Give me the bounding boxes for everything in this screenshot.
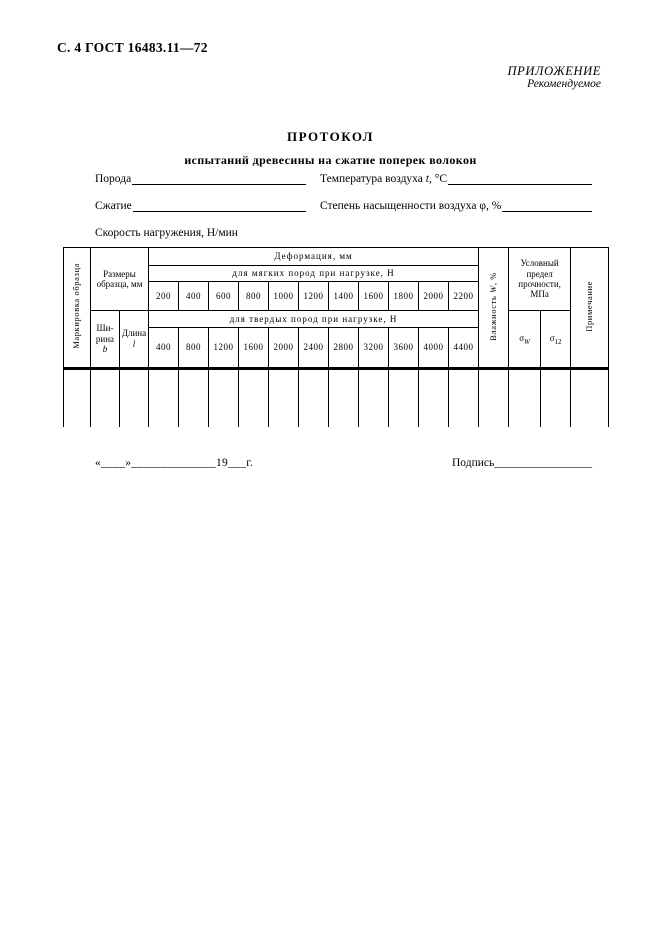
field-loading-speed xyxy=(95,224,306,239)
empty-cell xyxy=(269,369,299,427)
signature-label: Подпись xyxy=(452,457,495,469)
field-breed xyxy=(95,170,306,185)
empty-cell xyxy=(209,369,239,427)
document-subtitle: испытаний древесины на сжатие поперек волокон xyxy=(184,153,477,167)
hard-load-cell: 2000 xyxy=(269,328,299,369)
soft-load-cell: 1600 xyxy=(359,282,389,311)
annex-subtitle: Рекомендуемое xyxy=(527,78,601,91)
field-saturation xyxy=(320,197,592,212)
col-header-deformation: Деформация, мм xyxy=(149,248,479,266)
empty-cell xyxy=(389,369,419,427)
annex-block xyxy=(508,64,601,92)
col-header-sizes: Размеры образца, мм xyxy=(91,248,149,311)
col-header-width: Ши- рина b xyxy=(91,311,120,369)
hard-load-cell: 3600 xyxy=(389,328,419,369)
hard-load-cell: 2800 xyxy=(329,328,359,369)
col-header-humidity: Влажность W, % xyxy=(479,248,509,369)
col-header-note: Примечание xyxy=(571,248,609,369)
field-temperature-label: Температура воздуха t, °С xyxy=(320,173,447,185)
col-header-length: Длина l xyxy=(120,311,149,369)
empty-cell xyxy=(449,369,479,427)
field-saturation-blank-line xyxy=(502,198,592,212)
soft-load-cell: 1400 xyxy=(329,282,359,311)
field-compression-blank-line xyxy=(133,198,306,212)
empty-cell xyxy=(239,369,269,427)
empty-cell xyxy=(359,369,389,427)
soft-load-cell: 2000 xyxy=(419,282,449,311)
col-header-sigma-12: $\sigma_{12}$ xyxy=(541,311,571,369)
signature-blank-line: _________________ xyxy=(494,457,592,469)
protocol-table xyxy=(63,247,609,427)
empty-cell xyxy=(329,369,359,427)
empty-cell xyxy=(571,369,609,427)
hard-load-cell: 3200 xyxy=(359,328,389,369)
empty-cell xyxy=(179,369,209,427)
hard-load-cell: 400 xyxy=(149,328,179,369)
annex-title: ПРИЛОЖЕНИЕ xyxy=(507,64,601,78)
field-breed-blank-line xyxy=(132,171,306,185)
col-header-marking: Маркировка образца xyxy=(64,248,91,369)
document-title: ПРОТОКОЛ xyxy=(287,129,374,144)
page-header-gost-number: С. 4 ГОСТ 16483.11—72 xyxy=(57,40,208,55)
soft-load-cell: 1000 xyxy=(269,282,299,311)
empty-cell xyxy=(149,369,179,427)
signature-field xyxy=(452,457,592,469)
empty-cell xyxy=(419,369,449,427)
soft-load-cell: 2200 xyxy=(449,282,479,311)
protocol-table-wrapper xyxy=(63,247,609,427)
field-saturation-label: Степень насыщенности воздуха φ, % xyxy=(320,200,502,212)
subheader-soft-woods: для мягких пород при нагрузке, Н xyxy=(149,266,479,282)
field-breed-label: Порода xyxy=(95,173,132,185)
field-temperature xyxy=(320,170,592,185)
col-header-sigma-w: $\sigma_W$ xyxy=(509,311,541,369)
soft-load-cell: 1800 xyxy=(389,282,419,311)
empty-cell xyxy=(91,369,120,427)
soft-load-cell: 400 xyxy=(179,282,209,311)
hard-load-cell: 4000 xyxy=(419,328,449,369)
hard-load-cell: 1200 xyxy=(209,328,239,369)
field-loading-speed-label: Скорость нагружения, Н/мин xyxy=(95,227,238,239)
field-compression-label: Сжатие xyxy=(95,200,132,212)
soft-load-cell: 1200 xyxy=(299,282,329,311)
empty-entry-row xyxy=(64,369,609,427)
empty-cell xyxy=(479,369,509,427)
soft-load-cell: 200 xyxy=(149,282,179,311)
col-header-strength: Условный предел прочности, МПа xyxy=(509,248,571,311)
empty-cell xyxy=(541,369,571,427)
hard-load-cell: 4400 xyxy=(449,328,479,369)
hard-load-cell: 1600 xyxy=(239,328,269,369)
hard-load-cell: 2400 xyxy=(299,328,329,369)
empty-cell xyxy=(509,369,541,427)
empty-cell xyxy=(64,369,91,427)
soft-load-cell: 600 xyxy=(209,282,239,311)
subheader-hard-woods: для твердых пород при нагрузке, Н xyxy=(149,311,479,328)
field-compression xyxy=(95,197,306,212)
soft-load-cell: 800 xyxy=(239,282,269,311)
empty-cell xyxy=(299,369,329,427)
empty-cell xyxy=(120,369,149,427)
field-temperature-blank-line xyxy=(448,171,592,185)
hard-load-cell: 800 xyxy=(179,328,209,369)
date-blank-line: «____»______________19___г. xyxy=(95,457,254,469)
